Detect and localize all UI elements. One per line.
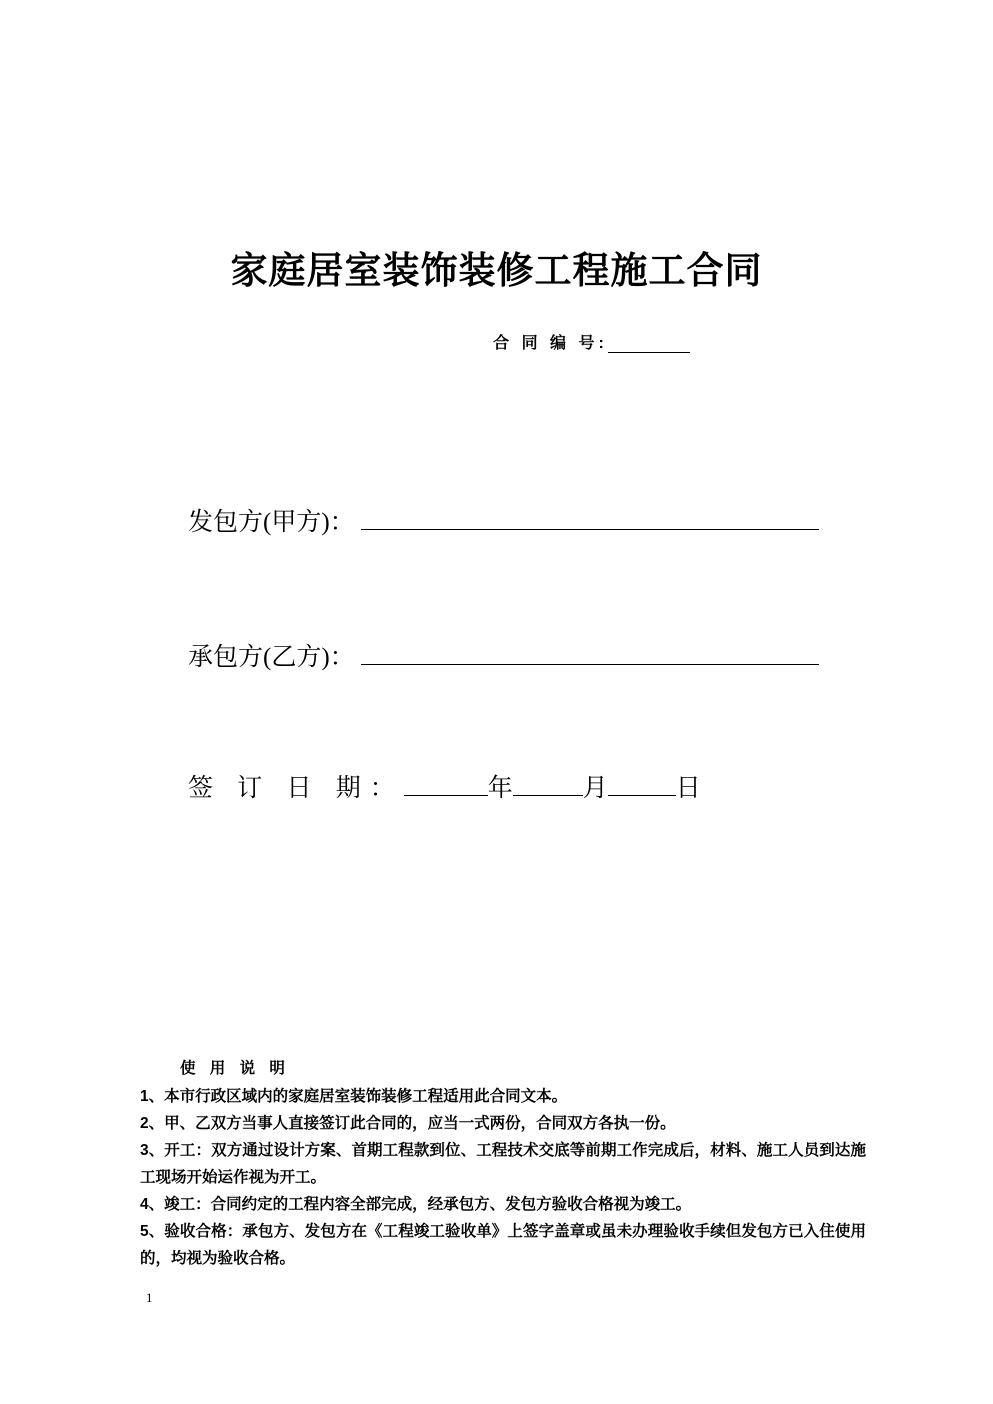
contract-number-input[interactable] (608, 334, 690, 353)
instructions-item: 2、甲、乙双方当事人直接签订此合同的，应当一式两份，合同双方各执一份。 (140, 1115, 676, 1132)
sign-date-row (188, 768, 701, 804)
instructions-heading: 使 用 说 明 (180, 1060, 290, 1077)
page-title: 家庭居室装饰装修工程施工合同 (230, 250, 763, 291)
sign-date-month-unit: 月 (582, 775, 608, 802)
sign-date-day-unit: 日 (675, 775, 701, 802)
contract-number-field (0, 330, 993, 353)
sign-date-label: 签 订 日 期： (188, 775, 404, 802)
party-a-row (188, 502, 888, 538)
sign-date-year-input[interactable] (404, 769, 488, 796)
party-a-input[interactable] (361, 503, 819, 530)
instructions-item: 3、开工：双方通过设计方案、首期工程款到位、工程技术交底等前期工作完成后，材料、施工人员到达施工现场开始运作视为开工。 (140, 1142, 866, 1186)
instructions-item: 1、本市行政区域内的家庭居室装饰装修工程适用此合同文本。 (140, 1088, 568, 1105)
party-b-input[interactable] (361, 638, 819, 665)
instructions-section (140, 1055, 866, 1272)
page-number: 1 (146, 1290, 153, 1305)
contract-number-label: 合 同 编 号: (493, 335, 608, 352)
party-b-label: 承包方(乙方)： (188, 644, 355, 671)
sign-date-month-input[interactable] (513, 769, 583, 796)
sign-date-day-input[interactable] (608, 769, 676, 796)
party-a-label: 发包方(甲方)： (188, 509, 355, 536)
party-b-row (188, 637, 888, 673)
instructions-item: 5、验收合格：承包方、发包方在《工程竣工验收单》上签字盖章或虽未办理验收手续但发包方已入住使用的，均视为验收合格。 (140, 1223, 866, 1267)
instructions-item: 4、竣工：合同约定的工程内容全部完成，经承包方、发包方验收合格视为竣工。 (140, 1196, 692, 1213)
sign-date-year-unit: 年 (487, 775, 513, 802)
